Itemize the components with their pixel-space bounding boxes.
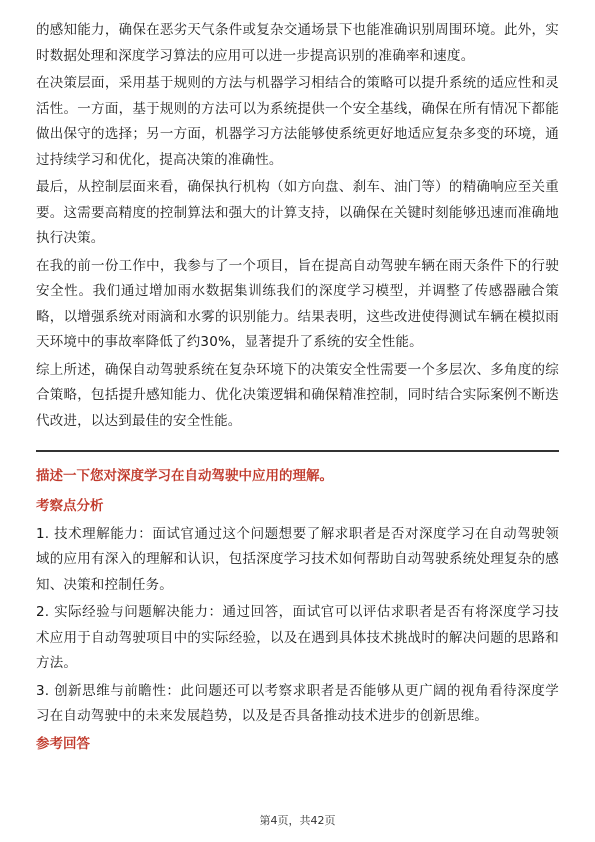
page-number: 第4页，共42页 [259, 814, 336, 827]
body-paragraph: 最后，从控制层面来看，确保执行机构（如方向盘、刹车、油门等）的精确响应至关重要。这需要高精度的控制算法和强大的计算支持，以确保在关键时刻能够迅速而准确地执行决策。 [36, 179, 559, 246]
analysis-item: 3. 创新思维与前瞻性：此问题还可以考察求职者是否能够从更广阔的视角看待深度学习在自动驾驶中的未来发展趋势，以及是否具备推动技术进步的创新思维。 [36, 682, 559, 724]
question-heading: 描述一下您对深度学习在自动驾驶中应用的理解。 [36, 467, 333, 484]
body-paragraph: 的感知能力，确保在恶劣天气条件或复杂交通场景下也能准确识别周围环境。此外，实时数据处理和深度学习算法的应用可以进一步提高识别的准确率和速度。 [36, 22, 559, 64]
analysis-item: 1. 技术理解能力：面试官通过这个问题想要了解求职者是否对深度学习在自动驾驶领域的应用有深入的理解和认识，包括深度学习技术如何帮助自动驾驶系统处理复杂的感知、决策和控制任务。 [36, 525, 559, 593]
body-paragraph: 综上所述，确保自动驾驶系统在复杂环境下的决策安全性需要一个多层次、多角度的综合策略，包括提升感知能力、优化决策逻辑和确保精准控制，同时结合实际案例不断迭代改进，以达到最佳的安全性能。 [36, 361, 559, 429]
body-paragraph: 在决策层面，采用基于规则的方法与机器学习相结合的策略可以提升系统的适应性和灵活性。一方面，基于规则的方法可以为系统提供一个安全基线，确保在所有情况下都能做出保守的选择；另一方面，机器学习方法能够使系统更好地适应复杂多变的环境，通过持续学习和优化，提高决策的准确性。 [36, 75, 559, 168]
analysis-item: 2. 实际经验与问题解决能力：通过回答，面试官可以评估求职者是否有将深度学习技术应用于自动驾驶项目中的实际经验，以及在遇到具体技术挑战时的解决问题的思路和方法。 [36, 604, 559, 671]
reference-answer-heading: 参考回答 [36, 735, 90, 752]
section-divider [36, 450, 559, 452]
analysis-heading: 考察点分析 [36, 497, 104, 514]
body-paragraph: 在我的前一份工作中，我参与了一个项目，旨在提高自动驾驶车辆在雨天条件下的行驶安全性。我们通过增加雨水数据集训练我们的深度学习模型，并调整了传感器融合策略，以增强系统对雨滴和水雾的识别能力。结果表明，这些改进使得测试车辆在模拟雨天环境中的事故率降低了约30%，显著提升了系统的安全性能。 [36, 257, 559, 350]
